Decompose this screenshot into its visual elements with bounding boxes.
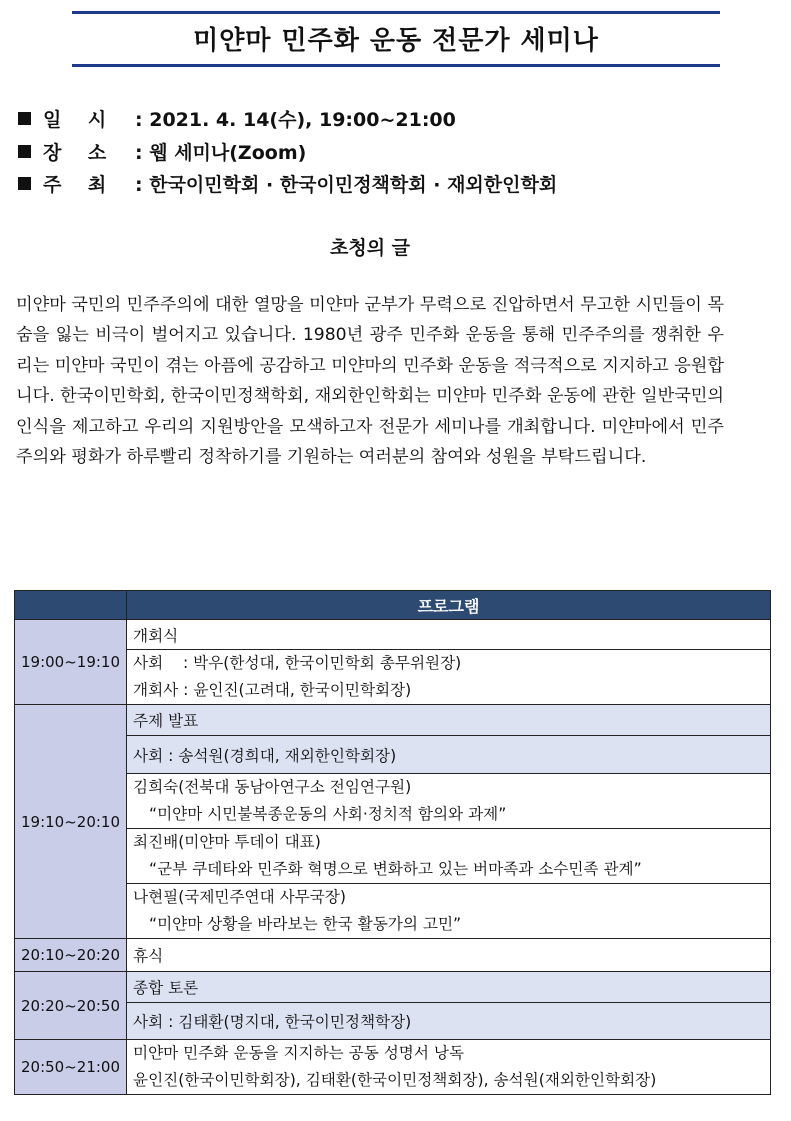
closing-session [127, 1040, 771, 1095]
info-host: 주 최 : 한국이민학회 · 한국이민정책학회 · 재외한인학회 [18, 170, 557, 197]
table-row [15, 829, 771, 884]
time-cell: 20:10~20:20 [15, 939, 127, 972]
invitation-heading: 초청의 글 [329, 237, 411, 259]
session-title: 종합 토론 [127, 972, 771, 1003]
time-cell: 20:50~21:00 [15, 1040, 127, 1095]
table-row [15, 620, 771, 650]
table-row [15, 1040, 771, 1095]
statement-signers: 윤인진(한국이민학회장), 김태환(한국이민정책회장), 송석원(재외한인학회장) [133, 1071, 657, 1089]
time-cell: 20:20~20:50 [15, 972, 127, 1040]
table-row [15, 650, 771, 705]
time-cell: 19:10~20:10 [15, 705, 127, 939]
page-title: 미얀마 민주화 운동 전문가 세미나 [193, 26, 599, 56]
program-table [14, 590, 771, 1095]
session-title: 개회식 [127, 620, 771, 650]
opening-speaker: 개회사 : 윤인진(고려대, 한국이민학회장) [133, 681, 412, 699]
presentation [127, 829, 771, 884]
info-value: 2021. 4. 14(수), 19:00~21:00 [149, 109, 456, 131]
info-venue: 장 소 : 웹 세미나(Zoom) [18, 138, 306, 165]
speaker: 김희숙(전북대 동남아연구소 전임연구원) [133, 778, 412, 796]
presentation [127, 774, 771, 829]
program-header: 프로그램 [127, 591, 771, 620]
statement-reading: 미얀마 민주화 운동을 지지하는 공동 성명서 낭독 [133, 1044, 465, 1062]
speaker: 나현필(국제민주연대 사무국장) [133, 888, 346, 906]
program-header-blank [15, 591, 127, 620]
info-key: 주 최 [43, 174, 107, 196]
info-key: 일 시 [43, 109, 107, 131]
info-value: 웹 세미나(Zoom) [149, 142, 307, 164]
table-row [15, 972, 771, 1003]
moderator: 사회 : 김태환(명지대, 한국이민정책학장) [127, 1003, 771, 1040]
moderator: 사회 : 박우(한성대, 한국이민학회 총무위원장) [133, 654, 462, 672]
session-details [127, 650, 771, 705]
table-row [15, 774, 771, 829]
title-bottom-rule [72, 64, 720, 67]
speaker: 최진배(미얀마 투데이 대표) [133, 833, 321, 851]
table-row [15, 705, 771, 736]
presentation [127, 884, 771, 939]
topic: “미얀마 시민불복종운동의 사회·정치적 함의와 과제” [149, 805, 507, 823]
title-top-rule [72, 11, 720, 14]
topic: “미얀마 상황을 바라보는 한국 활동가의 고민” [149, 915, 462, 933]
invitation-body: 미얀마 국민의 민주주의에 대한 열망을 미얀마 군부가 무력으로 진압하면서 무고한 시민들이 목숨을 잃는 비극이 벌어지고 있습니다. 1980년 광주 민주화 운동을 통해 민주주의를 쟁취한 우리는 미얀마 국민이 겪는 아픔에 공감하고 미얀마의 민주화 운동을 적극적으로 지지하고 응원합니다. 한국이민학회, 한국이민정책학회, 재외한인학회는 미얀마 민주화 운동에 관한 일반국민의 인식을 제고하고 우리의 지원방안을 모색하고자 전문가 세미나를 개최합니다. 미얀마에서 민주주의와 평화가 하루빨리 정착하기를 기원하는 여러분의 참여와 성원을 부탁드립니다. [16, 295, 724, 468]
table-row [15, 736, 771, 774]
square-bullet-icon [18, 145, 31, 158]
session-title: 휴식 [127, 939, 771, 972]
info-date: 일 시 : 2021. 4. 14(수), 19:00~21:00 [18, 105, 456, 132]
table-row [15, 939, 771, 972]
square-bullet-icon [18, 177, 31, 190]
program-header-row [15, 591, 771, 620]
info-key: 장 소 [43, 142, 107, 164]
topic: “군부 쿠데타와 민주화 혁명으로 변화하고 있는 버마족과 소수민족 관계” [149, 860, 642, 878]
session-title: 주제 발표 [127, 705, 771, 736]
table-row [15, 884, 771, 939]
moderator: 사회 : 송석원(경희대, 재외한인학회장) [127, 736, 771, 774]
square-bullet-icon [18, 112, 31, 125]
info-value: 한국이민학회 · 한국이민정책학회 · 재외한인학회 [149, 174, 558, 196]
table-row [15, 1003, 771, 1040]
time-cell: 19:00~19:10 [15, 620, 127, 705]
